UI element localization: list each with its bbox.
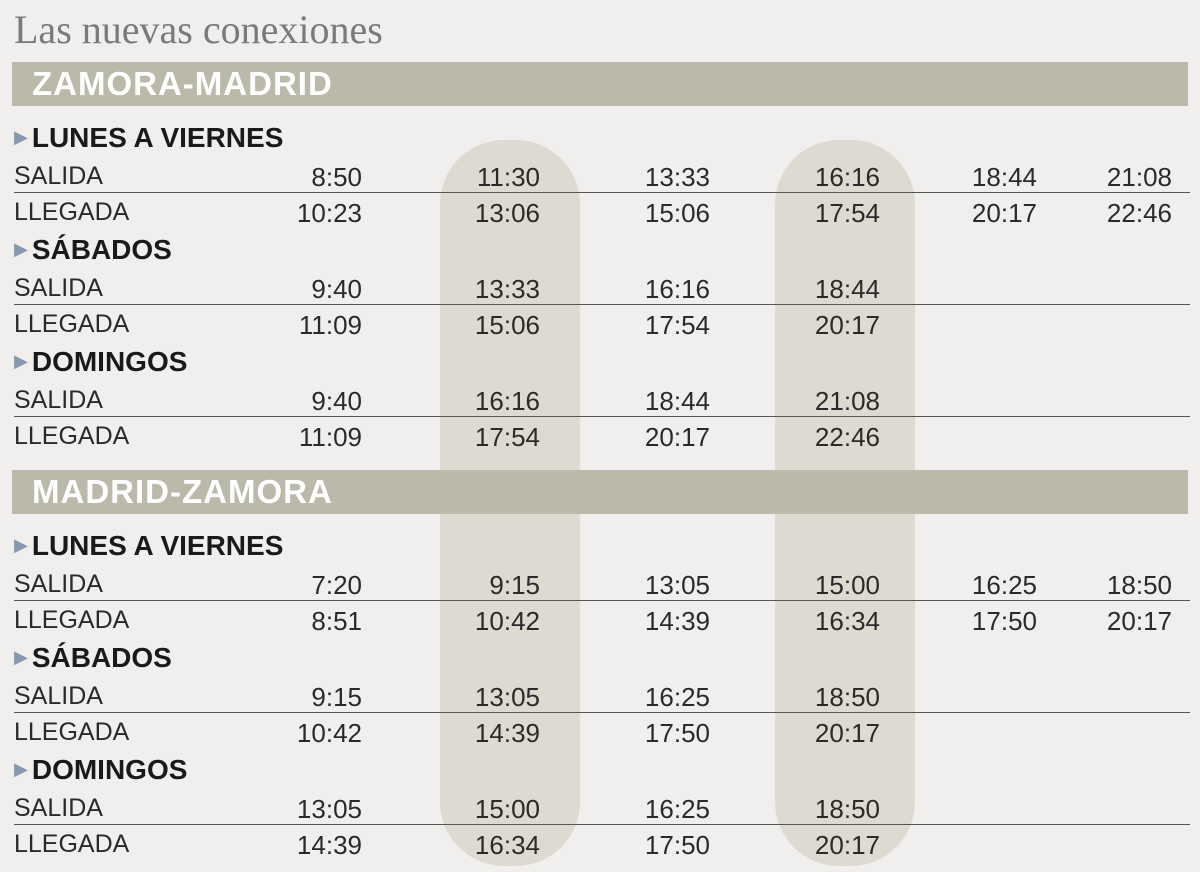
- row-divider: [14, 416, 1190, 417]
- route-title: MADRID-ZAMORA: [32, 473, 333, 510]
- time-cell: 20:17: [814, 310, 880, 340]
- day-label: LUNES A VIERNES: [31, 530, 284, 561]
- schedule-row-salida: [0, 568, 1200, 604]
- day-heading: [14, 642, 172, 678]
- time-cell: 13:05: [296, 794, 362, 824]
- row-label: SALIDA: [14, 274, 103, 302]
- time-cell: 8:51: [311, 606, 362, 636]
- triangle-right-icon: ▶: [14, 647, 28, 667]
- time-cell: 11:09: [298, 310, 362, 340]
- time-cell: 15:06: [644, 198, 710, 228]
- time-cell: 16:34: [474, 830, 540, 860]
- time-cell: 20:17: [814, 830, 880, 860]
- time-cell: 17:50: [644, 830, 710, 860]
- row-label: SALIDA: [14, 570, 103, 598]
- triangle-right-icon: ▶: [14, 127, 28, 147]
- time-cell: 18:50: [814, 682, 880, 712]
- schedule-row-llegada: [0, 828, 1200, 864]
- day-label: LUNES A VIERNES: [31, 122, 284, 153]
- time-cell: 13:06: [474, 198, 540, 228]
- time-cell: 20:17: [644, 422, 710, 452]
- time-cell: 18:50: [814, 794, 880, 824]
- time-cell: 10:42: [474, 606, 540, 636]
- row-label: SALIDA: [14, 162, 103, 190]
- schedule-row-salida: [0, 272, 1200, 308]
- time-cell: 20:17: [1106, 606, 1172, 636]
- time-cell: 17:50: [971, 606, 1037, 636]
- schedule-row-llegada: [0, 420, 1200, 456]
- route-title: ZAMORA-MADRID: [32, 65, 333, 102]
- triangle-right-icon: ▶: [14, 239, 28, 259]
- row-divider: [14, 824, 1190, 825]
- day-label: DOMINGOS: [31, 754, 188, 785]
- day-heading: [14, 346, 187, 382]
- row-label: LLEGADA: [14, 310, 130, 338]
- time-cell: 16:25: [644, 794, 710, 824]
- time-cell: 10:42: [296, 718, 362, 748]
- time-cell: 13:05: [644, 570, 710, 600]
- day-heading: [14, 754, 187, 790]
- time-cell: 13:33: [644, 162, 710, 192]
- time-cell: 9:15: [311, 682, 362, 712]
- row-label: LLEGADA: [14, 422, 130, 450]
- triangle-right-icon: ▶: [14, 351, 28, 371]
- triangle-right-icon: ▶: [14, 535, 28, 555]
- time-cell: 21:08: [1106, 162, 1172, 192]
- time-cell: 9:40: [311, 386, 362, 416]
- row-label: LLEGADA: [14, 198, 130, 226]
- row-label: LLEGADA: [14, 830, 130, 858]
- time-cell: 16:16: [474, 386, 540, 416]
- schedule-row-salida: [0, 384, 1200, 420]
- time-cell: 14:39: [296, 830, 362, 860]
- time-cell: 18:50: [1106, 570, 1172, 600]
- time-cell: 7:20: [311, 570, 362, 600]
- schedule-row-salida: [0, 792, 1200, 828]
- triangle-right-icon: ▶: [14, 759, 28, 779]
- time-cell: 8:50: [311, 162, 362, 192]
- time-cell: 9:15: [489, 570, 540, 600]
- time-cell: 16:16: [644, 274, 710, 304]
- schedule-row-salida: [0, 680, 1200, 716]
- time-cell: 21:08: [814, 386, 880, 416]
- row-divider: [14, 192, 1190, 193]
- page-title: Las nuevas conexiones: [14, 7, 383, 52]
- day-label: SÁBADOS: [31, 642, 172, 673]
- day-label: SÁBADOS: [31, 234, 172, 265]
- route-header: [12, 470, 1188, 514]
- row-label: SALIDA: [14, 794, 103, 822]
- time-cell: 17:50: [644, 718, 710, 748]
- time-cell: 11:09: [298, 422, 362, 452]
- time-cell: 22:46: [814, 422, 880, 452]
- time-cell: 16:16: [814, 162, 880, 192]
- day-label: DOMINGOS: [31, 346, 188, 377]
- time-cell: 20:17: [814, 718, 880, 748]
- schedule-row-salida: [0, 160, 1200, 196]
- time-cell: 20:17: [971, 198, 1037, 228]
- time-cell: 16:34: [814, 606, 880, 636]
- time-cell: 15:00: [814, 570, 880, 600]
- time-cell: 9:40: [311, 274, 362, 304]
- time-cell: 16:25: [971, 570, 1037, 600]
- day-heading: [14, 234, 172, 270]
- time-cell: 14:39: [474, 718, 540, 748]
- time-cell: 13:05: [474, 682, 540, 712]
- row-divider: [14, 600, 1190, 601]
- schedule-row-llegada: [0, 716, 1200, 752]
- time-cell: 17:54: [814, 198, 880, 228]
- time-cell: 22:46: [1106, 198, 1172, 228]
- time-cell: 13:33: [474, 274, 540, 304]
- schedule-row-llegada: [0, 196, 1200, 232]
- day-heading: [14, 530, 283, 566]
- time-cell: 18:44: [971, 162, 1037, 192]
- day-heading: [14, 122, 283, 158]
- time-cell: 15:00: [474, 794, 540, 824]
- time-cell: 11:30: [476, 162, 540, 192]
- time-cell: 15:06: [474, 310, 540, 340]
- row-divider: [14, 304, 1190, 305]
- schedule-row-llegada: [0, 308, 1200, 344]
- time-cell: 16:25: [644, 682, 710, 712]
- row-label: LLEGADA: [14, 606, 130, 634]
- row-label: SALIDA: [14, 386, 103, 414]
- time-cell: 17:54: [474, 422, 540, 452]
- time-cell: 10:23: [296, 198, 362, 228]
- route-header: [12, 62, 1188, 106]
- time-cell: 18:44: [644, 386, 710, 416]
- time-cell: 18:44: [814, 274, 880, 304]
- row-label: SALIDA: [14, 682, 103, 710]
- row-divider: [14, 712, 1190, 713]
- time-cell: 17:54: [644, 310, 710, 340]
- time-cell: 14:39: [644, 606, 710, 636]
- schedule-row-llegada: [0, 604, 1200, 640]
- row-label: LLEGADA: [14, 718, 130, 746]
